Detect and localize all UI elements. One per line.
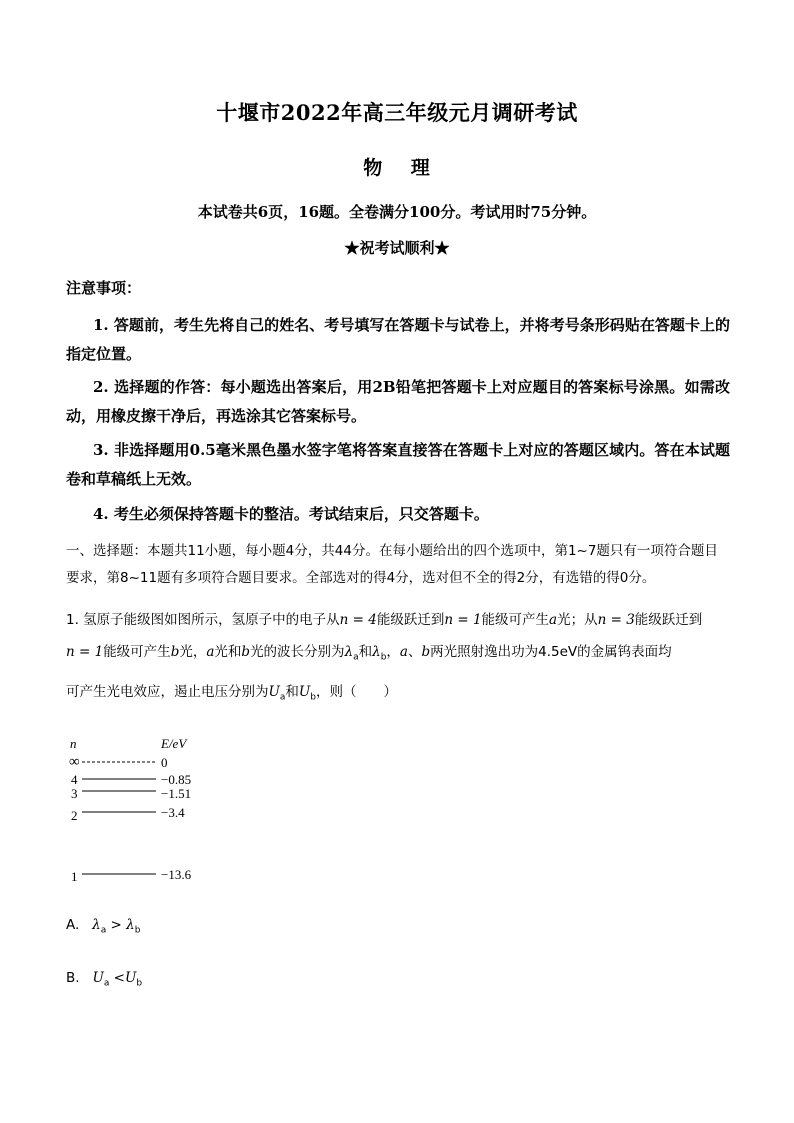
- q-math: n = 3: [597, 612, 635, 628]
- option-math: λ: [92, 917, 101, 933]
- exam-title: 十堰市2022年高三年级元月调研考试: [216, 100, 578, 125]
- question-1-line-3: [66, 680, 730, 703]
- q-text: 1. 氢原子能级图如图所示，氢原子中的电子从: [66, 612, 340, 628]
- energy-level-diagram: [60, 732, 220, 887]
- q-subscript: a: [353, 652, 359, 663]
- q-text: 能级可产生: [103, 644, 171, 660]
- subject-title: 物 理: [363, 157, 431, 179]
- q-math: a: [549, 612, 558, 628]
- q-text: 光的波长分别为: [250, 644, 345, 660]
- q-text: 光和: [214, 644, 242, 660]
- q-math: U: [298, 684, 311, 700]
- q-subscript: b: [310, 692, 317, 703]
- q-text: 光；从: [557, 612, 598, 628]
- q-math: λ: [344, 644, 354, 660]
- option-a[interactable]: [66, 917, 140, 936]
- level-energy-label: −13.6: [161, 867, 192, 882]
- q-text: 和: [358, 644, 373, 660]
- exam-info: 本试卷共6页，16题。全卷满分100分。考试用时75分钟。: [197, 203, 597, 221]
- q-text: 两光照射逸出功为: [430, 644, 539, 660]
- q-math: n = 1: [66, 644, 104, 660]
- option-relation: <: [113, 970, 125, 986]
- q-text: 和: [285, 684, 299, 700]
- level-n-label: 3: [71, 786, 78, 801]
- q-math: a: [206, 644, 215, 660]
- q-text: 光，: [179, 644, 207, 660]
- option-math: U: [92, 970, 104, 986]
- question-1-line-2: [66, 640, 730, 663]
- q-math: n = 4: [339, 612, 377, 628]
- q-math: b: [421, 644, 431, 660]
- level-n-label: 1: [71, 869, 78, 884]
- level-energy-label: 0: [161, 755, 168, 770]
- option-label: B.: [66, 970, 80, 986]
- option-subscript: b: [136, 978, 143, 989]
- q-math: U: [268, 684, 280, 700]
- q-subscript: a: [279, 692, 286, 703]
- level-n-label: 2: [71, 808, 78, 823]
- q-subscript: b: [380, 652, 387, 663]
- option-math: λ: [126, 917, 135, 933]
- level-n-label: ∞: [69, 754, 80, 770]
- option-subscript: b: [134, 925, 141, 936]
- level-n-label: 4: [71, 772, 78, 787]
- q-text: 能级跃迁到: [376, 612, 445, 628]
- q-text: ，则（ ）: [316, 684, 398, 700]
- q-math: n = 1: [444, 612, 482, 628]
- option-label: A.: [66, 917, 80, 933]
- energy-axis-label: E/eV: [161, 736, 187, 751]
- q-math: λ: [372, 644, 381, 660]
- option-subscript: a: [100, 925, 107, 936]
- n-axis-label: n: [70, 736, 77, 751]
- level-energy-label: −1.51: [161, 786, 192, 801]
- option-math: U: [124, 970, 137, 986]
- option-subscript: a: [103, 978, 110, 989]
- q-math: b: [241, 644, 251, 660]
- q-text: 能级可产生: [481, 612, 550, 628]
- good-luck-line: ★祝考试顺利★: [344, 239, 450, 257]
- question-1-line-1: [66, 608, 730, 628]
- level-energy-label: −0.85: [161, 772, 192, 787]
- q-math: a: [399, 644, 408, 660]
- q-text: 可产生光电效应，遏止电压分别为: [66, 684, 269, 700]
- note-item: 1. 答题前，考生先将自己的姓名、考号填写在答题卡与试卷上，并将考号条形码贴在答题卡上的指定位置。: [66, 316, 730, 363]
- note-item: 3. 非选择题用0.5毫米黑色墨水签字笔将答案直接答在答题卡上对应的答题区域内。答在本试题卷和草稿纸上无效。: [66, 441, 730, 488]
- section-instructions: 一、选择题：本题共11小题，每小题4分，共44分。在每小题给出的四个选项中，第1~7题只有一项符合题目要求，第8~11题有多项符合题目要求。全部选对的得4分，选对但不全的得2分，有选错的得0分。: [66, 543, 718, 586]
- notes-heading: 注意事项：: [66, 279, 142, 297]
- q-text: 、: [407, 644, 422, 660]
- q-text: 的金属钨表面均: [577, 644, 672, 660]
- note-item: 4. 考生必须保持答题卡的整洁。考试结束后，只交答题卡。: [93, 505, 489, 523]
- option-relation: >: [110, 917, 122, 933]
- q-text: ，: [386, 644, 400, 660]
- q-math: b: [170, 644, 180, 660]
- q-text: 能级跃迁到: [634, 612, 703, 628]
- option-b[interactable]: [66, 970, 142, 989]
- level-energy-label: −3.4: [161, 805, 185, 820]
- note-item: 2. 选择题的作答：每小题选出答案后，用2B铅笔把答题卡上对应题目的答案标号涂黑。如需改动，用橡皮擦干净后，再选涂其它答案标号。: [66, 378, 730, 425]
- q-value: 4.5eV: [538, 644, 578, 660]
